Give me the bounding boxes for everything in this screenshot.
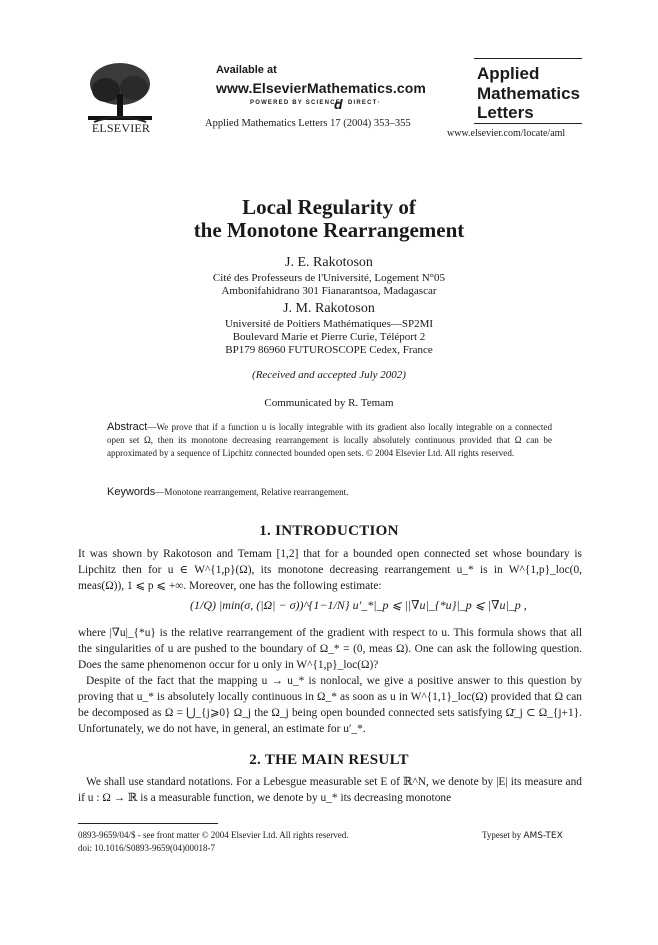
main-result-paragraph-1: We shall use standard notations. For a Lebesgue measurable set E of ℝ^N, we denote by |E| its measure and if u : Ω → ℝ is a measurable function, we denote by u_* its decreasing monotone [78,776,582,804]
estimate-formula: (1/Q) |min(σ, (|Ω| − σ))^{1−1/N} u′_*|_p ⩽ ||∇u|_{*u}|_p ⩽ |∇u|_p , [190,598,527,612]
journal-title-line-3: Letters [477,103,534,122]
typeset-credit [482,830,563,841]
author-2-affil-line-2: Boulevard Marie et Pierre Curie, Téléport 2 [232,331,426,343]
section-heading-introduction: 1. INTRODUCTION [259,523,399,539]
author-1-name: J. E. Rakotoson [285,255,373,270]
keywords-label: Keywords [107,486,156,498]
abstract-text: —We prove that if a function u is locally integrable with its gradient also locally integrable on a connected open set Ω, then its monotone decreasing rearrangement is locally absolutely continuous provided that Ω can be approximated by a sequence of Lipchitz connected bounded open sets. © 2004 Elsevier Ltd. All rights reserved. [107,422,552,458]
paper-title-line-1: Local Regularity of [242,195,416,219]
journal-citation: Applied Mathematics Letters 17 (2004) 353–355 [205,118,411,129]
elsevier-tree-logo [84,60,156,128]
received-date: (Received and accepted July 2002) [252,369,406,381]
footer-doi: doi: 10.1016/S0893-9659(04)00018-7 [78,843,215,853]
powered-by-label: POWERED BY SCIENCE [250,100,341,106]
section-heading-main-result: 2. THE MAIN RESULT [249,752,409,768]
author-2-name: J. M. Rakotoson [283,301,375,316]
author-1-affil-line-1: Cité des Professeurs de l'Université, Logement N°05 [212,272,446,284]
abstract [107,421,552,460]
journal-title-rule-top [474,58,582,59]
keywords [107,486,348,498]
available-at-label: Available at [216,64,277,76]
elsevier-mathematics-link[interactable]: www.ElsevierMathematics.com [216,80,426,96]
direct-label: DIRECT· [348,100,381,106]
keywords-text: —Monotone rearrangement, Relative rearrangement. [155,487,349,497]
typeset-prefix: Typeset by [482,830,524,840]
paper-title-line-2: the Monotone Rearrangement [193,218,465,242]
journal-title-line-2: Mathematics [477,84,580,103]
author-2-affil-line-3: BP179 86960 FUTUROSCOPE Cedex, France [225,344,433,356]
abstract-label: Abstract [107,421,148,433]
journal-title-rule-bottom [474,123,582,124]
footer-rule [78,823,218,824]
sciencedirect-icon: d [334,96,343,112]
publisher-name: ELSEVIER [91,121,151,135]
footer-copyright: 0893-9659/04/$ - see front matter © 2004 Elsevier Ltd. All rights reserved. [78,830,349,840]
intro-paragraph-1: It was shown by Rakotoson and Temam [1,2] that for a bounded open connected set whose boundary is Lipchitz then for u ∈ W^{1,p}(Ω), its monotone decreasing rearrangement u_* is in W^{1,p}_loc(0, meas(Ω)), 1 ⩽ p ⩽ +∞. Moreover, one has the following estimate: [78,548,582,592]
intro-paragraph-2: where |∇u|_{*u} is the relative rearrangement of the gradient with respect to u. This formula shows that all the singularities of u are pushed to the boundary of Ω_* = (0, meas Ω). One can ask the following question. Does the same phenomenon occur for u only in W^{1,p}_loc(Ω)? [78,627,582,671]
author-2-affil-line-1: Université de Poitiers Mathématiques—SP2MI [224,318,434,330]
intro-paragraph-3: Despite of the fact that the mapping u → u_* is nonlocal, we give a positive answer to this question by proving that u_* is absolutely locally continuous in Ω_* as soon as u in W^{1,1}_loc(Ω) provided that Ω can be decomposed as Ω = ⋃_{j⩾0} Ω_j the Ω_j being open bounded connected sets satisfying Ω̄_j ⊂ Ω_{j+1}. Unfortunately, we do not have, in general, an estimate for u′_*. [78,675,582,735]
author-1-affil-line-2: Ambonifahidrano 301 Fianarantsoa, Madagascar [221,285,437,297]
communicated-by: Communicated by R. Temam [264,397,394,409]
typeset-name: AMS-TEX [523,831,563,841]
journal-url-link[interactable]: www.elsevier.com/locate/aml [447,128,566,139]
journal-title-line-1: Applied [477,64,540,83]
